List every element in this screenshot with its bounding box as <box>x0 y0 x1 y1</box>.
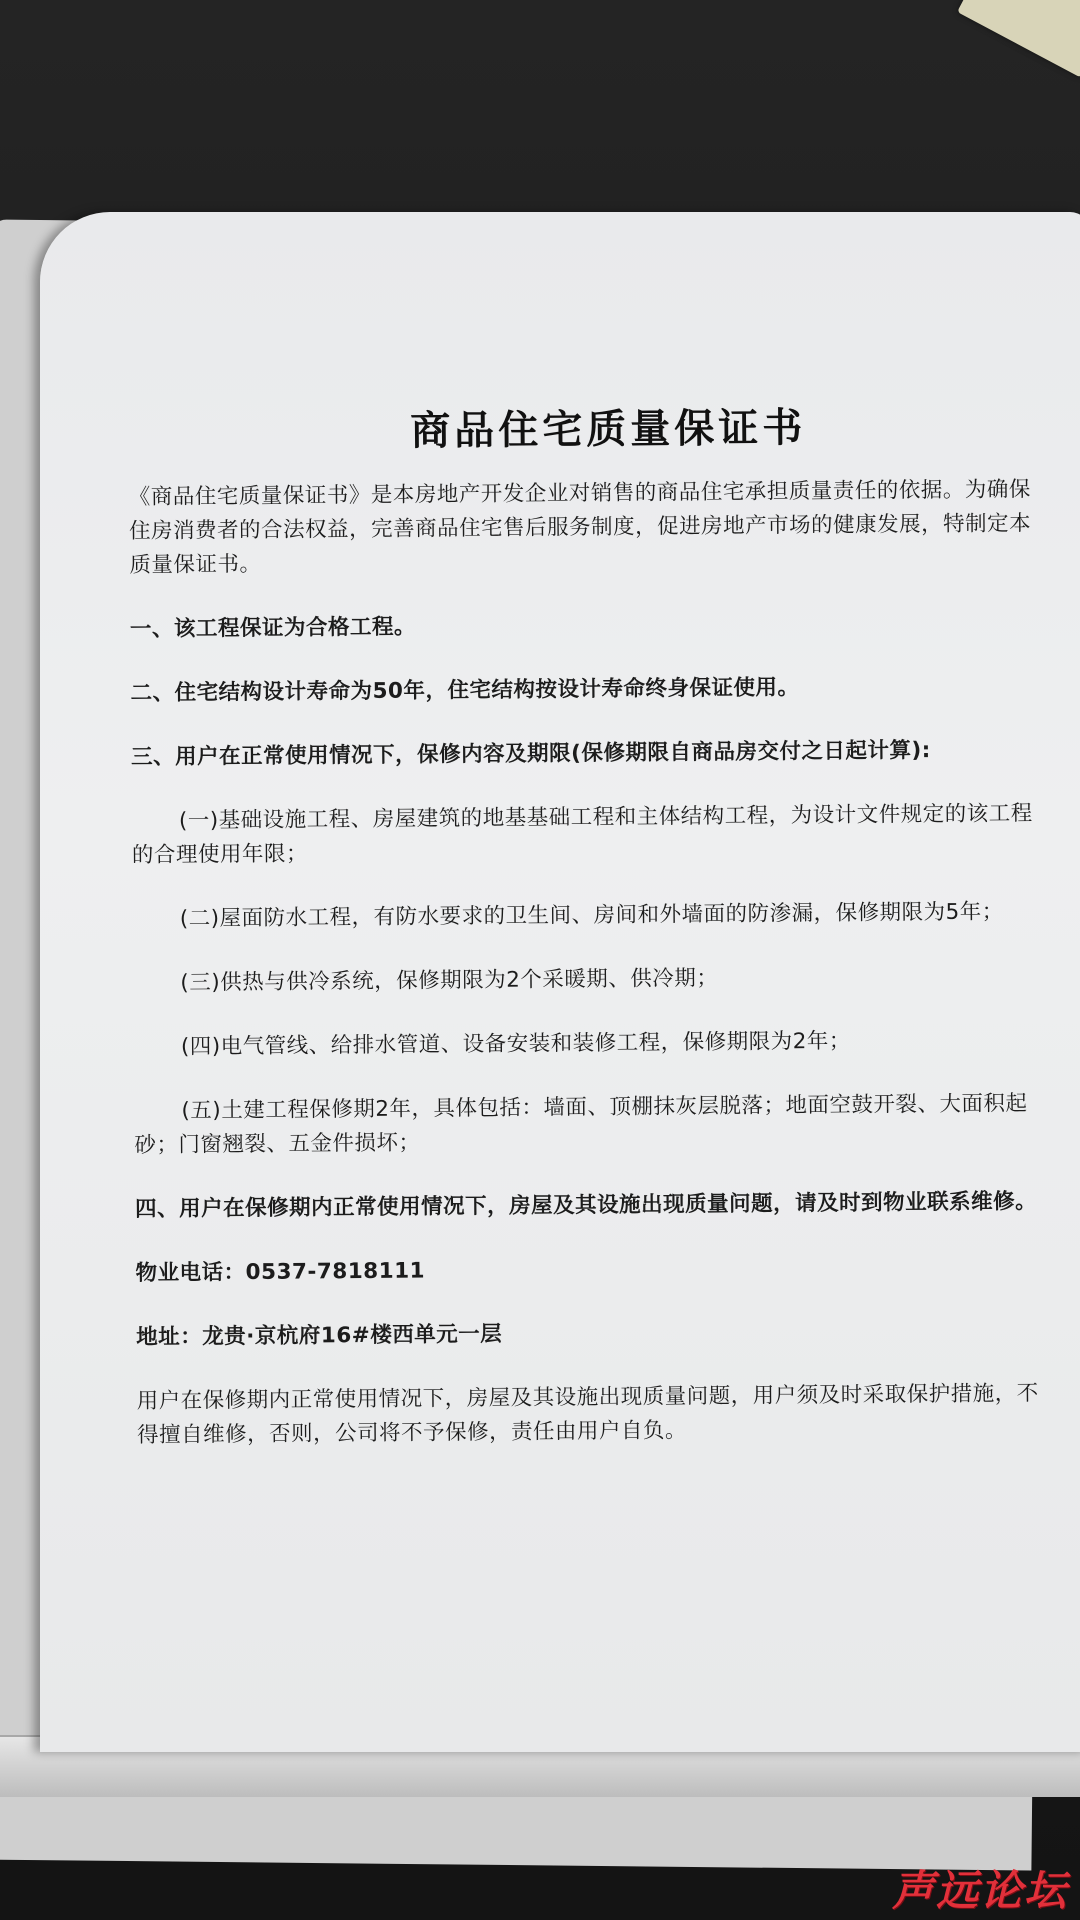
sub-clause-5: (五)土建工程保修期2年，具体包括：墙面、顶棚抹灰层脱落；地面空鼓开裂、大面积起砂；门窗翘裂、五金件损坏； <box>134 1091 1028 1158</box>
property-phone: 物业电话：0537-7818111 <box>135 1258 426 1286</box>
clause-4: 四、用户在保修期内正常使用情况下，房屋及其设施出现质量问题，请及时到物业联系维修。 <box>134 1189 1038 1222</box>
closing-paragraph: 用户在保修期内正常使用情况下，房屋及其设施出现质量问题，用户须及时采取保护措施，不得擅自维修，否则，公司将不予保修，责任由用户自负。 <box>136 1381 1039 1448</box>
document-title: 商品住宅质量保证书 <box>410 405 807 455</box>
clause-3: 三、用户在正常使用情况下，保修内容及期限(保修期限自商品房交付之日起计算): <box>130 738 931 770</box>
property-address: 地址：龙贵·京杭府16#楼西单元一层 <box>136 1321 503 1350</box>
sub-clause-2: (二)屋面防水工程，有防水要求的卫生间、房间和外墙面的防渗漏，保修期限为5年； <box>179 899 1004 932</box>
sub-clause-4: (四)电气管线、给排水管道、设备安装和装修工程，保修期限为2年； <box>180 1028 851 1060</box>
clause-2: 二、住宅结构设计寿命为50年，住宅结构按设计寿命终身保证使用。 <box>130 675 800 706</box>
sub-clause-3: (三)供热与供冷系统，保修期限为2个采暖期、供冷期； <box>180 965 719 996</box>
document-page <box>40 212 1080 1752</box>
clause-1: 一、该工程保证为合格工程。 <box>129 614 417 642</box>
sub-clause-1: (一)基础设施工程、房屋建筑的地基基础工程和主体结构工程，为设计文件规定的该工程的合理使用年限； <box>131 801 1033 868</box>
forum-watermark-logo: 声远论坛 <box>891 1866 1068 1915</box>
intro-paragraph: 《商品住宅质量保证书》是本房地产开发企业对销售的商品住宅承担质量责任的依据。为确保住房消费者的合法权益，完善商品住宅售后服务制度，促进房地产市场的健康发展，特制定本质量保证书。 <box>128 477 1032 578</box>
corner-sticky-note <box>957 0 1080 78</box>
document-content <box>128 394 1057 1453</box>
